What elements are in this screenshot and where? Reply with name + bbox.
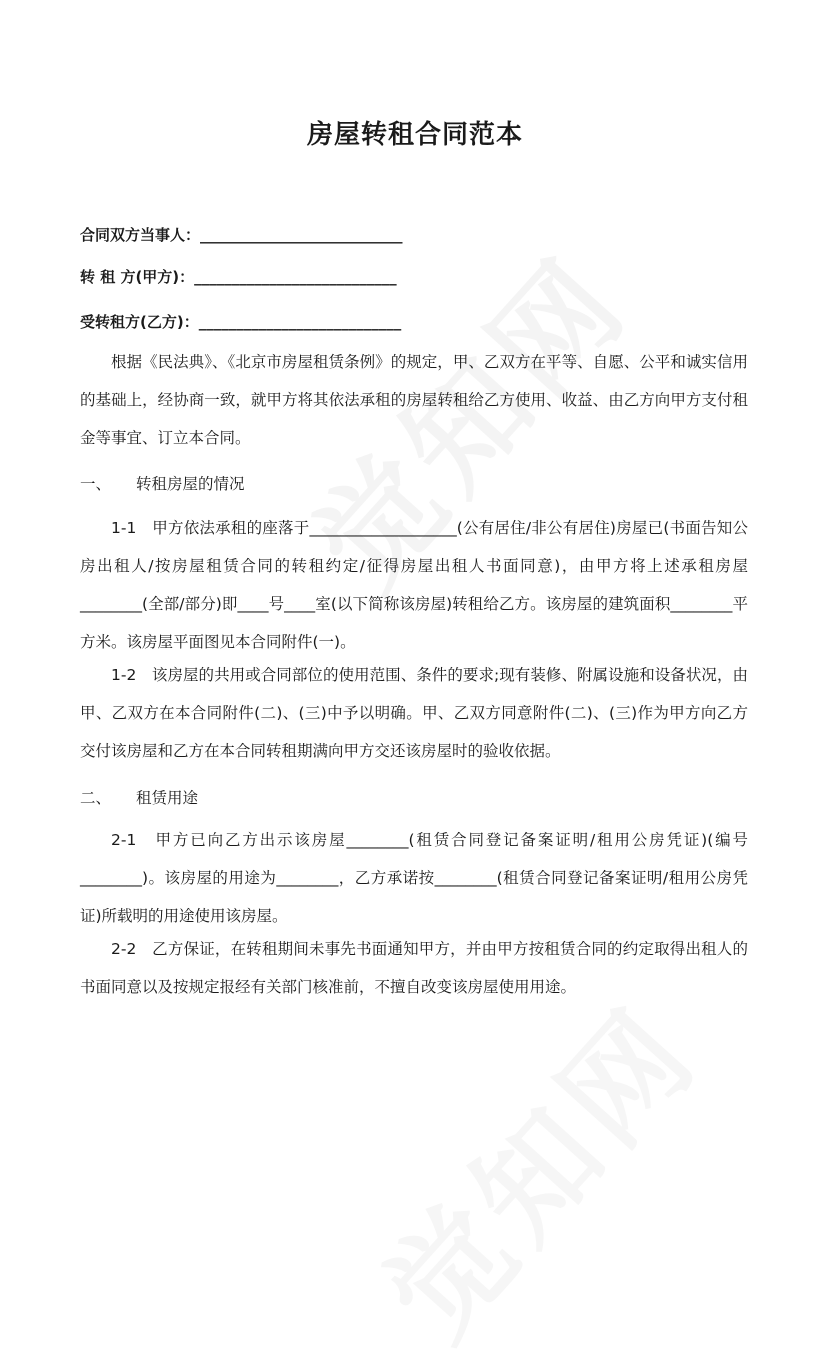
clause-1-1: 1-1 甲方依法承租的座落于___________________(公有居住/非公有居住)房屋已(书面告知公房出租人/按房屋租赁合同的转租约定/征得房屋出租人书面同意)，由甲方将上述承租房屋________(全部/部分)即____号____室(以下简称该房屋)转租给乙方。该房屋的建筑面积________平方米。该房屋平面图见本合同附件(一)。 — [80, 519, 748, 651]
party-line-lessor: 转 租 方(甲方)：___________________________ — [80, 268, 397, 286]
clause-1-2: 1-2 该房屋的共用或合同部位的使用范围、条件的要求;现有装修、附属设施和设备状况，由甲、乙双方在本合同附件(二)、(三)中予以明确。甲、乙双方同意附件(二)、(三)作为甲方向乙方交付该房屋和乙方在本合同转租期满向甲方交还该房屋时的验收依据。 — [80, 666, 748, 760]
clause-2-2: 2-2 乙方保证，在转租期间未事先书面通知甲方，并由甲方按租赁合同的约定取得出租人的书面同意以及按规定报经有关部门核准前，不擅自改变该房屋使用用途。 — [80, 940, 748, 996]
section-title: 转租房屋的情况 — [136, 475, 245, 493]
clause-2-1: 2-1 甲方已向乙方出示该房屋________(租赁合同登记备案证明/租用公房凭证)(编号________)。该房屋的用途为________，乙方承诺按________(租赁合同登记备案证明/租用公房凭证)所载明的用途使用该房屋。 — [80, 831, 748, 925]
section-heading-2 — [80, 786, 198, 808]
intro-paragraph: 根据《民法典》、《北京市房屋租赁条例》的规定，甲、乙双方在平等、自愿、公平和诚实信用的基础上，经协商一致，就甲方将其依法承租的房屋转租给乙方使用、收益、由乙方向甲方支付租金等事宜、订立本合同。 — [80, 353, 748, 447]
party-line-lessee: 受转租方(乙方)：___________________________ — [80, 313, 402, 331]
section-title: 租赁用途 — [136, 789, 199, 807]
section-number: 一、 — [80, 475, 112, 493]
page-title: 房屋转租合同范本 — [306, 120, 523, 150]
section-heading-1 — [80, 472, 245, 494]
section-number: 二、 — [80, 789, 112, 807]
party-line-both: 合同双方当事人：___________________________ — [80, 226, 403, 244]
